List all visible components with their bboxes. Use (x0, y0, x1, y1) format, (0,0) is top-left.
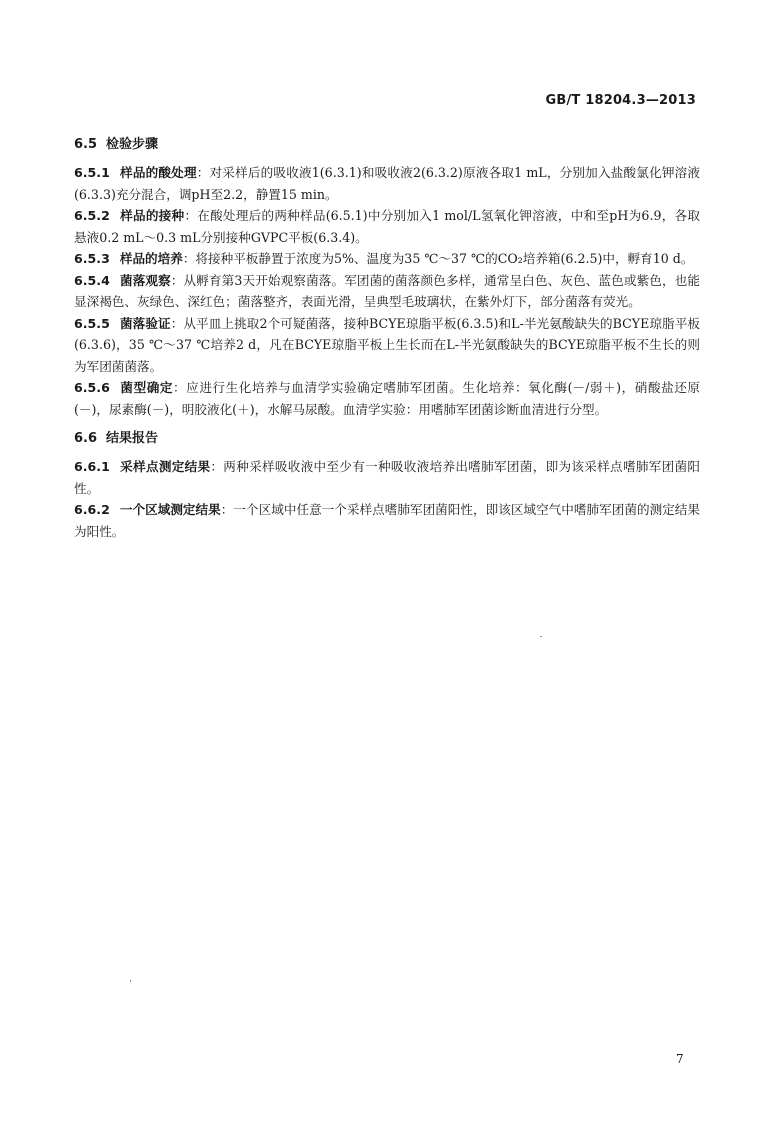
clause-number: 6.5.5 (74, 315, 110, 331)
clause-term: 菌型确定 (119, 380, 174, 395)
clause-text: ：从平皿上挑取2个可疑菌落，接种BCYE琼脂平板(6.3.5)和L-半光氨酸缺失的BCYE琼脂平板(6.3.6)，35 ℃～37 ℃培养2 d，凡在BCYE琼脂平板上生长而在L-半光氨酸缺失的BCYE琼脂平板不生长的则为军团菌菌落。 (74, 315, 701, 374)
clause-number: 6.5.3 (74, 251, 110, 266)
paragraph-6-5-6 (74, 377, 700, 420)
section-number: 6.6 (74, 431, 98, 446)
clause-term: 一个区域测定结果 (119, 502, 221, 517)
clause-term: 菌落验证 (119, 315, 171, 331)
page-number: 7 (676, 1052, 684, 1066)
clause-text: ：对采样后的吸收液1(6.3.1)和吸收液2(6.3.2)原液各取1 mL，分别加入盐酸氯化钾溶液(6.3.3)充分混合，调pH至2.2，静置15 min。 (74, 165, 701, 202)
clause-term: 样品的接种 (119, 208, 185, 223)
paragraph-6-5-2 (74, 205, 700, 248)
clause-text: ：一个区域中任意一个采样点嗜肺军团菌阳性，即该区域空气中嗜肺军团菌的测定结果为阳性。 (74, 502, 701, 539)
clause-number: 6.5.2 (74, 208, 110, 223)
paragraph-6-5-4 (74, 270, 700, 313)
section-heading-6-6 (74, 428, 700, 450)
paragraph-6-5-1 (74, 162, 700, 205)
section-title: 结果报告 (106, 431, 159, 446)
clause-text: ：在酸处理后的两种样品(6.5.1)中分别加入1 mol/L氢氧化钾溶液，中和至pH为6.9，各取悬液0.2 mL～0.3 mL分别接种GVPC平板(6.3.4)。 (74, 208, 701, 245)
clause-term: 菌落观察 (119, 272, 171, 288)
standard-code-header: GB/T 18204.3—2013 (545, 93, 696, 108)
clause-number: 6.6.1 (74, 459, 110, 474)
clause-term: 样品的培养 (119, 251, 183, 266)
paragraph-6-6-1 (74, 456, 700, 499)
clause-number: 6.5.6 (74, 380, 110, 395)
clause-number: 6.6.2 (74, 502, 110, 517)
section-title: 检验步骤 (106, 137, 159, 152)
document-body (74, 134, 700, 542)
paragraph-6-6-2 (74, 499, 700, 542)
clause-text: ：两种采样吸收液中至少有一种吸收液培养出嗜肺军团菌，即为该采样点嗜肺军团菌阳性。 (74, 459, 701, 496)
section-heading-6-5 (74, 134, 700, 156)
clause-number: 6.5.1 (74, 165, 110, 180)
clause-term: 样品的酸处理 (119, 165, 197, 180)
clause-term: 采样点测定结果 (119, 459, 211, 474)
clause-text: ：将接种平板静置于浓度为5%、温度为35 ℃～37 ℃的CO₂培养箱(6.2.5)中，孵育10 d。 (182, 251, 694, 266)
clause-number: 6.5.4 (74, 272, 110, 288)
clause-text: ：从孵育第3天开始观察菌落。军团菌的菌落颜色多样，通常呈白色、灰色、蓝色或紫色，也能显深褐色、灰绿色、深红色；菌落整齐，表面光滑，呈典型毛玻璃状，在紫外灯下，部分菌落有荧光。 (74, 272, 701, 309)
paragraph-6-5-5 (74, 313, 700, 378)
clause-text: ：应进行生化培养与血清学实验确定嗜肺军团菌。生化培养：氧化酶(－/弱＋)，硝酸盐还原(－)，尿素酶(－)，明胶液化(＋)，水解马尿酸。血清学实验：用嗜肺军团菌诊断血清进行分型。 (74, 380, 701, 417)
section-number: 6.5 (74, 137, 98, 152)
scan-speck (130, 980, 131, 982)
paragraph-6-5-3 (74, 248, 700, 270)
scan-speck (540, 636, 542, 637)
